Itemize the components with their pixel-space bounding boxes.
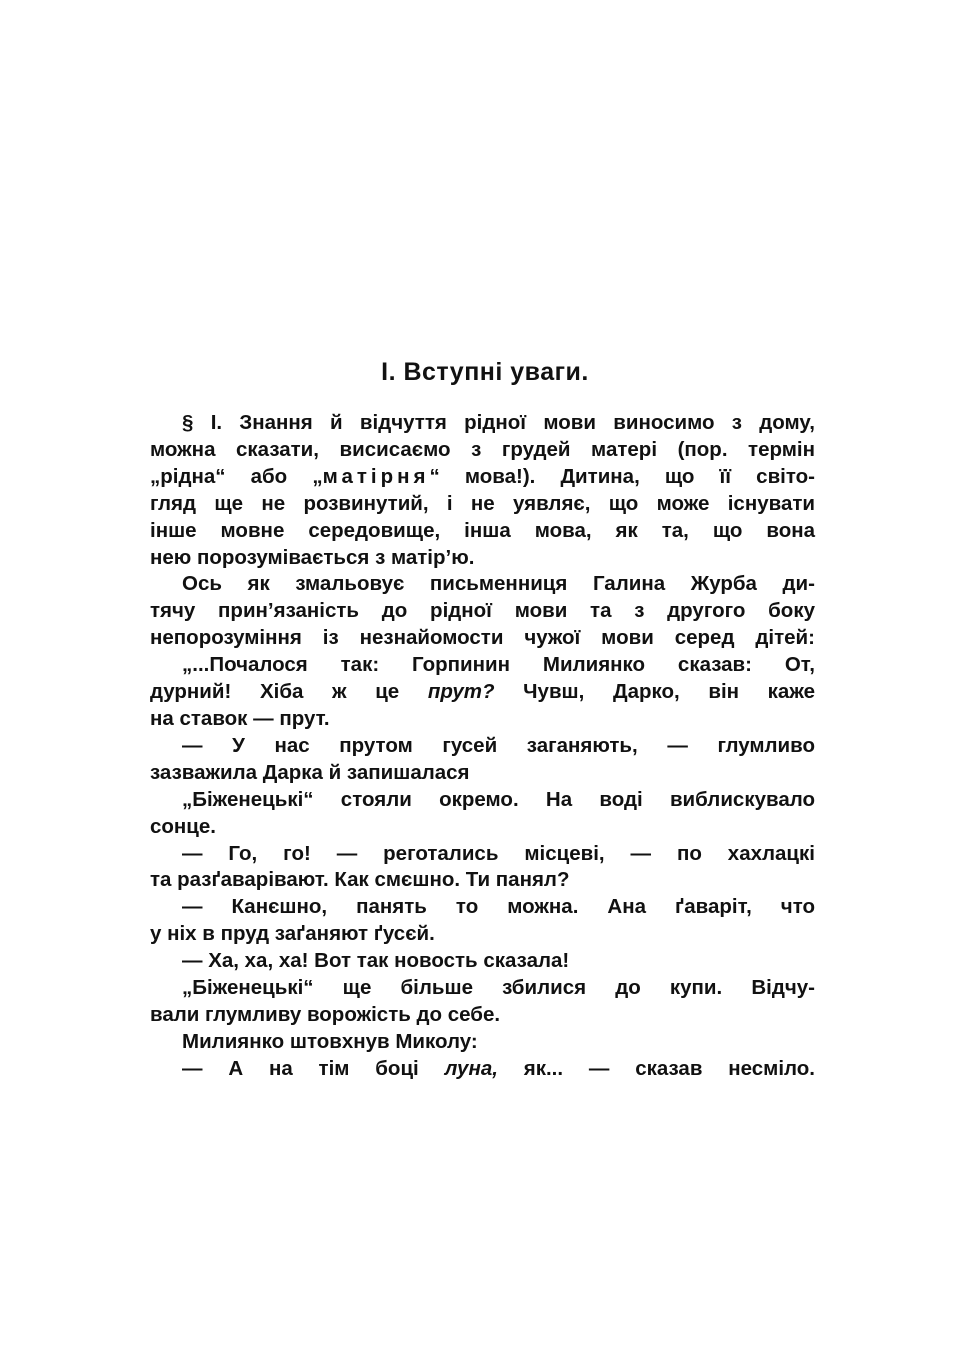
line-text: гляд ще не розвинутий, і не уявляє, що може існувати (150, 491, 815, 515)
text-line (150, 491, 815, 518)
line-text: „Біженецькі“ стояли окремо. На воді виблискувало (182, 787, 815, 811)
text-line (150, 598, 815, 625)
line-text: „рідна“ або „ (150, 464, 323, 488)
spaced-term: матірня (322, 464, 430, 488)
text-line (150, 706, 815, 733)
text-line (150, 464, 815, 491)
line-text: Чувш, Дарко, він каже (494, 680, 815, 704)
line-text: — Канєшно, панять то можна. Ана ґаваріт, что (182, 895, 815, 919)
line-text: Милиянко штовхнув Миколу: (182, 1029, 478, 1053)
text-line (150, 518, 815, 545)
line-text: інше мовне середовище, інша мова, як та, що вона (150, 518, 815, 542)
line-text: дурний! Хіба ж це (150, 680, 428, 704)
line-text: „...Почалося так: Горпинин Милиянко сказав: От, (182, 653, 815, 677)
line-text: на ставок — прут. (150, 706, 330, 730)
line-text: можна сказати, висисаємо з грудей матері (пор. термін (150, 437, 815, 461)
line-text: “ мова!). Дитина, що її світо- (429, 464, 816, 488)
body-text (150, 410, 815, 1083)
text-line (150, 1056, 815, 1083)
text-line (150, 679, 815, 706)
line-text: у ніх в пруд заґаняют ґусєй. (150, 922, 435, 946)
text-line (150, 760, 815, 787)
line-text: нею порозумівається з матір’ю. (150, 545, 475, 569)
line-text: § І. Знання й відчуття рідної мови виносимо з дому, (182, 411, 815, 434)
line-text: непорозуміння із незнайомости чужої мови серед дітей: (150, 626, 815, 650)
line-text: — У нас прутом гусей заганяють, — глумливо (182, 733, 815, 757)
line-text: як... — сказав несміло. (497, 1056, 815, 1080)
line-text: тячу прин’язаність до рідної мови та з другого боку (150, 599, 815, 623)
text-line (150, 410, 815, 437)
text-line (150, 867, 815, 894)
text-line (150, 545, 815, 572)
text-line (150, 894, 815, 921)
italic-word: прут? (427, 680, 495, 704)
text-line (150, 733, 815, 760)
text-line (150, 571, 815, 598)
line-text: — Ха, ха, ха! Вот так новость сказала! (182, 949, 570, 973)
text-line (150, 787, 815, 814)
italic-word: луна, (444, 1056, 498, 1080)
text-line (150, 1029, 815, 1056)
section-heading: І. Вступні уваги. (381, 358, 589, 386)
line-text: „Біженецькі“ ще більше збилися до купи. Відчу- (182, 976, 815, 1000)
text-line (150, 652, 815, 679)
text-line (150, 948, 815, 975)
line-text: вали глумливу ворожість до себе. (150, 1002, 501, 1026)
text-line (150, 814, 815, 841)
line-text: — А на тім боці (182, 1056, 445, 1080)
text-line (150, 921, 815, 948)
line-text: Ось як змальовує письменниця Галина Журба ди- (182, 572, 815, 596)
line-text: — Го, го! — реготались місцеві, — по хахлацкі (182, 841, 815, 865)
line-text: та разґаварівают. Как смєшно. Ти панял? (150, 868, 570, 892)
text-line (150, 1002, 815, 1029)
line-text: сонце. (150, 814, 217, 838)
text-line (150, 625, 815, 652)
line-text: зазважила Дарка й запишалася (150, 760, 470, 784)
text-line (150, 975, 815, 1002)
text-line (150, 437, 815, 464)
text-line (150, 841, 815, 868)
